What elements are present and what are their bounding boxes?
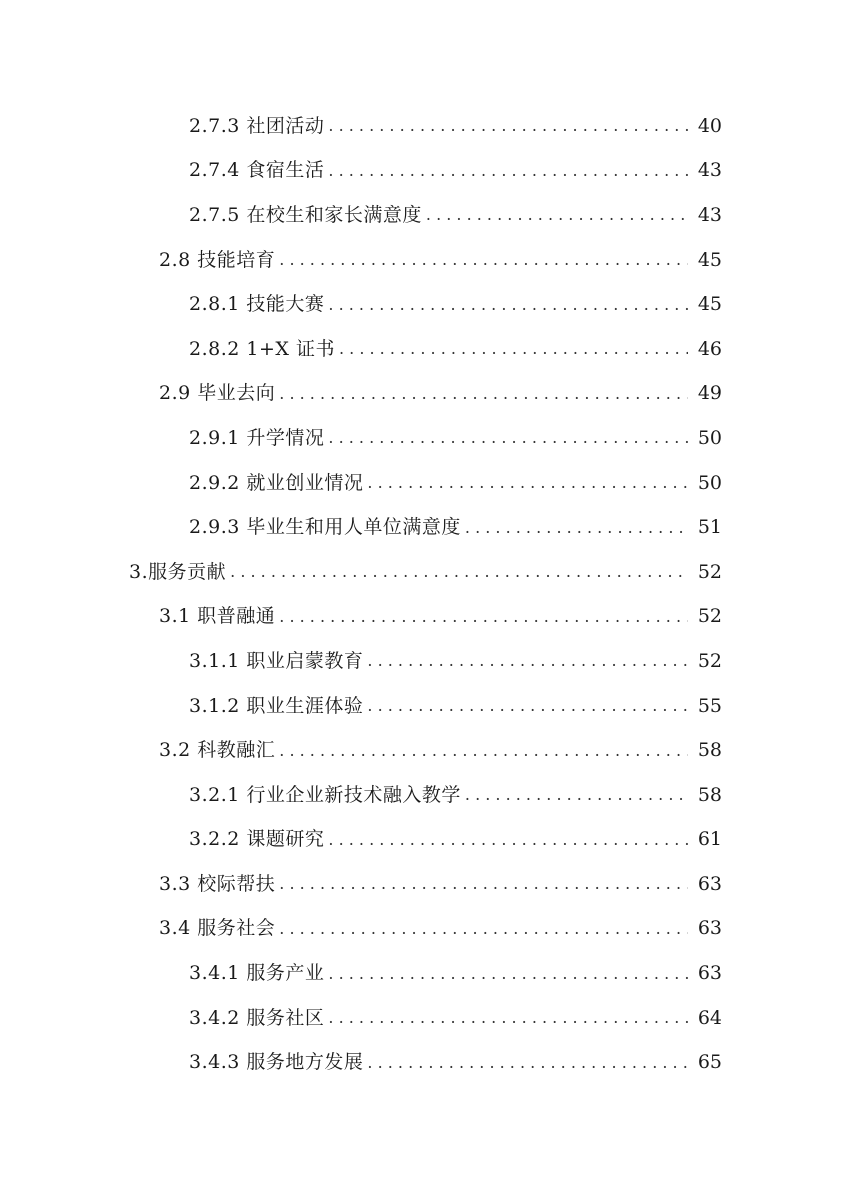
toc-entry-title: 3.4.3 服务地方发展 (189, 1051, 364, 1074)
toc-entry-title: 3.2 科教融汇 (159, 739, 276, 762)
toc-entry[interactable] (0, 416, 850, 461)
toc-entry[interactable] (0, 996, 850, 1041)
toc-entry-title: 3.2.1 行业企业新技术融入教学 (189, 783, 461, 806)
toc-entry[interactable] (0, 818, 850, 863)
toc-entry-title: 3.1.1 职业启蒙教育 (189, 649, 364, 672)
toc-dot-leader (426, 205, 688, 225)
toc-entry[interactable] (0, 505, 850, 550)
toc-entry-page: 45 (697, 293, 722, 316)
toc-entry-page: 52 (697, 605, 722, 628)
toc-dot-leader (328, 428, 688, 448)
toc-entry[interactable] (0, 238, 850, 283)
toc-entry[interactable] (0, 327, 850, 372)
toc-entry-title: 2.7.4 食宿生活 (189, 159, 325, 182)
toc-dot-leader (367, 696, 688, 716)
toc-entry-title: 3.1.2 职业生涯体验 (189, 694, 364, 717)
toc-entry-title: 3.服务贡献 (129, 560, 227, 583)
toc-entry-page: 63 (697, 917, 722, 940)
toc-entry-title: 2.9.3 毕业生和用人单位满意度 (189, 516, 461, 539)
toc-dot-leader (279, 741, 688, 761)
toc-dot-leader (279, 607, 688, 627)
toc-entry[interactable] (0, 639, 850, 684)
toc-entry-title: 3.4 服务社会 (159, 917, 276, 940)
toc-entry-page: 46 (697, 337, 722, 360)
toc-entry-page: 58 (697, 783, 722, 806)
toc-entry-page: 58 (697, 739, 722, 762)
toc-entry-page: 55 (697, 694, 722, 717)
toc-entry-page: 43 (697, 203, 722, 226)
toc-entry-page: 50 (697, 471, 722, 494)
toc-entry[interactable] (0, 684, 850, 729)
toc-entry-title: 3.4.2 服务社区 (189, 1006, 325, 1029)
toc-entry[interactable] (0, 461, 850, 506)
toc-dot-leader (328, 830, 688, 850)
toc-entry[interactable] (0, 951, 850, 996)
toc-entry[interactable] (0, 282, 850, 327)
toc-entry-page: 63 (697, 962, 722, 985)
toc-entry-title: 2.8.1 技能大赛 (189, 293, 325, 316)
toc-entry[interactable] (0, 550, 850, 595)
toc-entry-page: 52 (697, 649, 722, 672)
toc-entry-title: 2.8 技能培育 (159, 248, 276, 271)
toc-entry[interactable] (0, 907, 850, 952)
toc-entry-title: 3.2.2 课题研究 (189, 828, 325, 851)
toc-entry[interactable] (0, 595, 850, 640)
toc-entry-page: 43 (697, 159, 722, 182)
toc-dot-leader (279, 384, 688, 404)
toc-entry-title: 3.3 校际帮扶 (159, 872, 276, 895)
toc-dot-leader (328, 1008, 688, 1028)
toc-entry[interactable] (0, 104, 850, 149)
table-of-contents (0, 104, 850, 1085)
toc-dot-leader (328, 116, 688, 136)
toc-entry[interactable] (0, 773, 850, 818)
toc-entry-page: 40 (697, 114, 722, 137)
toc-entry-page: 52 (697, 560, 722, 583)
toc-entry[interactable] (0, 372, 850, 417)
toc-entry-title: 2.9 毕业去向 (159, 382, 276, 405)
toc-dot-leader (465, 785, 688, 805)
toc-dot-leader (328, 964, 688, 984)
toc-dot-leader (279, 250, 688, 270)
toc-entry-page: 64 (697, 1006, 722, 1029)
toc-entry-page: 49 (697, 382, 722, 405)
toc-entry-page: 65 (697, 1051, 722, 1074)
toc-dot-leader (328, 161, 688, 181)
toc-dot-leader (279, 919, 688, 939)
toc-entry-page: 45 (697, 248, 722, 271)
toc-entry[interactable] (0, 862, 850, 907)
toc-entry-page: 63 (697, 872, 722, 895)
toc-entry-page: 51 (697, 516, 722, 539)
toc-entry-title: 2.9.1 升学情况 (189, 426, 325, 449)
toc-dot-leader (230, 562, 688, 582)
toc-entry-title: 2.8.2 1+X 证书 (189, 337, 335, 360)
toc-dot-leader (328, 295, 688, 315)
toc-entry-page: 50 (697, 426, 722, 449)
toc-entry[interactable] (0, 149, 850, 194)
toc-entry[interactable] (0, 1040, 850, 1085)
toc-dot-leader (367, 1053, 688, 1073)
toc-dot-leader (367, 651, 688, 671)
toc-entry[interactable] (0, 728, 850, 773)
toc-entry-page: 61 (697, 828, 722, 851)
toc-entry-title: 2.7.3 社团活动 (189, 114, 325, 137)
toc-dot-leader (279, 874, 688, 894)
toc-entry-title: 3.1 职普融通 (159, 605, 276, 628)
toc-entry-title: 2.9.2 就业创业情况 (189, 471, 364, 494)
toc-entry-title: 2.7.5 在校生和家长满意度 (189, 203, 422, 226)
toc-entry-title: 3.4.1 服务产业 (189, 962, 325, 985)
toc-entry[interactable] (0, 193, 850, 238)
toc-dot-leader (465, 518, 688, 538)
toc-dot-leader (339, 339, 688, 359)
toc-dot-leader (367, 473, 688, 493)
